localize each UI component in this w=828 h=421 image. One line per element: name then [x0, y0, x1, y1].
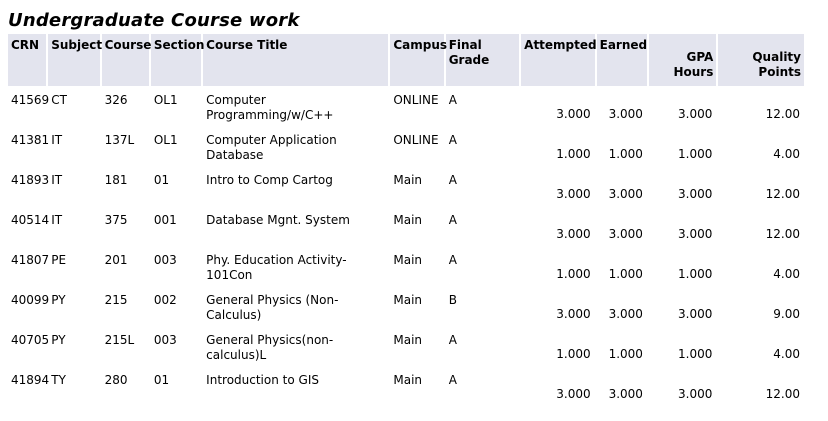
- cell-quality-points: 4.00: [773, 147, 800, 161]
- cell-course-title: Intro to Comp Cartog: [206, 173, 333, 187]
- cell-earned: 1.000: [608, 147, 643, 161]
- table-row: [8, 368, 804, 406]
- cell-gpa-hours: 1.000: [678, 147, 713, 161]
- cell-attempted: 1.000: [556, 347, 591, 361]
- cell-gpa-hours: 1.000: [678, 267, 713, 281]
- cell-final-grade: A: [448, 133, 457, 147]
- cell-course-title: General Physics(non-calculus)L: [206, 333, 334, 362]
- table-row: [8, 128, 804, 166]
- cell-section: OL1: [153, 133, 178, 147]
- cell-crn: 40099: [11, 293, 50, 307]
- cell-subject: PY: [51, 333, 66, 347]
- cell-subject: IT: [51, 173, 63, 187]
- cell-section: 002: [153, 293, 177, 307]
- header-section: Section: [151, 34, 201, 86]
- cell-attempted: 3.000: [556, 307, 591, 321]
- cell-final-grade: A: [448, 253, 457, 267]
- header-gpa-hours: GPA Hours: [649, 34, 716, 86]
- cell-campus: Main: [393, 373, 423, 387]
- cell-attempted: 3.000: [556, 227, 591, 241]
- cell-quality-points: 12.00: [765, 107, 800, 121]
- cell-campus: Main: [393, 253, 423, 267]
- header-course: Course: [102, 34, 149, 86]
- cell-quality-points: 12.00: [765, 227, 800, 241]
- cell-course: 375: [104, 213, 128, 227]
- cell-course-title: Introduction to GIS: [206, 373, 319, 387]
- cell-attempted: 1.000: [556, 267, 591, 281]
- cell-earned: 3.000: [608, 387, 643, 401]
- cell-campus: Main: [393, 213, 423, 227]
- header-course-title: Course Title: [203, 34, 388, 86]
- cell-section: 01: [153, 373, 170, 387]
- cell-course-title: Phy. Education Activity-101Con: [206, 253, 347, 282]
- header-earned: Earned: [597, 34, 647, 86]
- header-final-grade: Final Grade: [446, 34, 519, 86]
- cell-attempted: 3.000: [556, 187, 591, 201]
- cell-subject: IT: [51, 133, 63, 147]
- cell-crn: 41894: [11, 373, 50, 387]
- header-quality-points: Quality Points: [718, 34, 804, 86]
- cell-quality-points: 4.00: [773, 347, 800, 361]
- header-campus: Campus: [390, 34, 443, 86]
- header-crn: CRN: [8, 34, 46, 86]
- cell-crn: 40705: [11, 333, 50, 347]
- cell-section: 003: [153, 253, 177, 267]
- cell-subject: TY: [51, 373, 66, 387]
- cell-campus: Main: [393, 293, 423, 307]
- table-row: [8, 328, 804, 366]
- cell-quality-points: 12.00: [765, 187, 800, 201]
- cell-quality-points: 12.00: [765, 387, 800, 401]
- table-body: [8, 88, 804, 406]
- cell-course: 326: [104, 93, 128, 107]
- cell-quality-points: 4.00: [773, 267, 800, 281]
- cell-subject: IT: [51, 213, 63, 227]
- cell-section: 003: [153, 333, 177, 347]
- cell-gpa-hours: 1.000: [678, 347, 713, 361]
- cell-gpa-hours: 3.000: [678, 107, 713, 121]
- table-row: [8, 88, 804, 126]
- cell-attempted: 3.000: [556, 387, 591, 401]
- header-attempted: Attempted: [521, 34, 594, 86]
- table-row: [8, 288, 804, 326]
- cell-course-title: Computer Application Database: [206, 133, 337, 162]
- cell-final-grade: A: [448, 173, 457, 187]
- cell-earned: 1.000: [608, 267, 643, 281]
- cell-section: 001: [153, 213, 177, 227]
- section-heading: Undergraduate Course work: [8, 10, 300, 31]
- cell-final-grade: A: [448, 373, 457, 387]
- cell-final-grade: A: [448, 93, 457, 107]
- cell-course: 215: [104, 293, 128, 307]
- cell-course-title: General Physics (Non-Calculus): [206, 293, 339, 322]
- cell-crn: 41569: [11, 93, 50, 107]
- cell-subject: PY: [51, 293, 66, 307]
- header-subject: Subject: [48, 34, 99, 86]
- cell-gpa-hours: 3.000: [678, 227, 713, 241]
- cell-campus: ONLINE: [393, 133, 439, 147]
- cell-section: 01: [153, 173, 170, 187]
- cell-quality-points: 9.00: [773, 307, 800, 321]
- cell-course: 137L: [104, 133, 135, 147]
- cell-campus: Main: [393, 173, 423, 187]
- cell-crn: 40514: [11, 213, 50, 227]
- cell-earned: 1.000: [608, 347, 643, 361]
- cell-attempted: 3.000: [556, 107, 591, 121]
- cell-final-grade: A: [448, 333, 457, 347]
- cell-earned: 3.000: [608, 227, 643, 241]
- cell-earned: 3.000: [608, 187, 643, 201]
- cell-subject: CT: [51, 93, 67, 107]
- cell-course: 280: [104, 373, 128, 387]
- cell-course: 215L: [104, 333, 135, 347]
- cell-course: 201: [104, 253, 128, 267]
- cell-crn: 41381: [11, 133, 50, 147]
- cell-course: 181: [104, 173, 128, 187]
- cell-campus: ONLINE: [393, 93, 439, 107]
- cell-crn: 41893: [11, 173, 50, 187]
- cell-earned: 3.000: [608, 107, 643, 121]
- cell-final-grade: A: [448, 213, 457, 227]
- cell-gpa-hours: 3.000: [678, 307, 713, 321]
- cell-final-grade: B: [448, 293, 457, 307]
- cell-course-title: Database Mgnt. System: [206, 213, 350, 227]
- cell-campus: Main: [393, 333, 423, 347]
- cell-gpa-hours: 3.000: [678, 387, 713, 401]
- cell-subject: PE: [51, 253, 67, 267]
- cell-gpa-hours: 3.000: [678, 187, 713, 201]
- course-table: [6, 32, 806, 408]
- table-row: [8, 208, 804, 246]
- cell-earned: 3.000: [608, 307, 643, 321]
- cell-attempted: 1.000: [556, 147, 591, 161]
- cell-section: OL1: [153, 93, 178, 107]
- table-row: [8, 168, 804, 206]
- cell-course-title: Computer Programming/w/C++: [206, 93, 334, 122]
- cell-crn: 41807: [11, 253, 50, 267]
- table-row: [8, 248, 804, 286]
- table-header-row: [8, 34, 804, 86]
